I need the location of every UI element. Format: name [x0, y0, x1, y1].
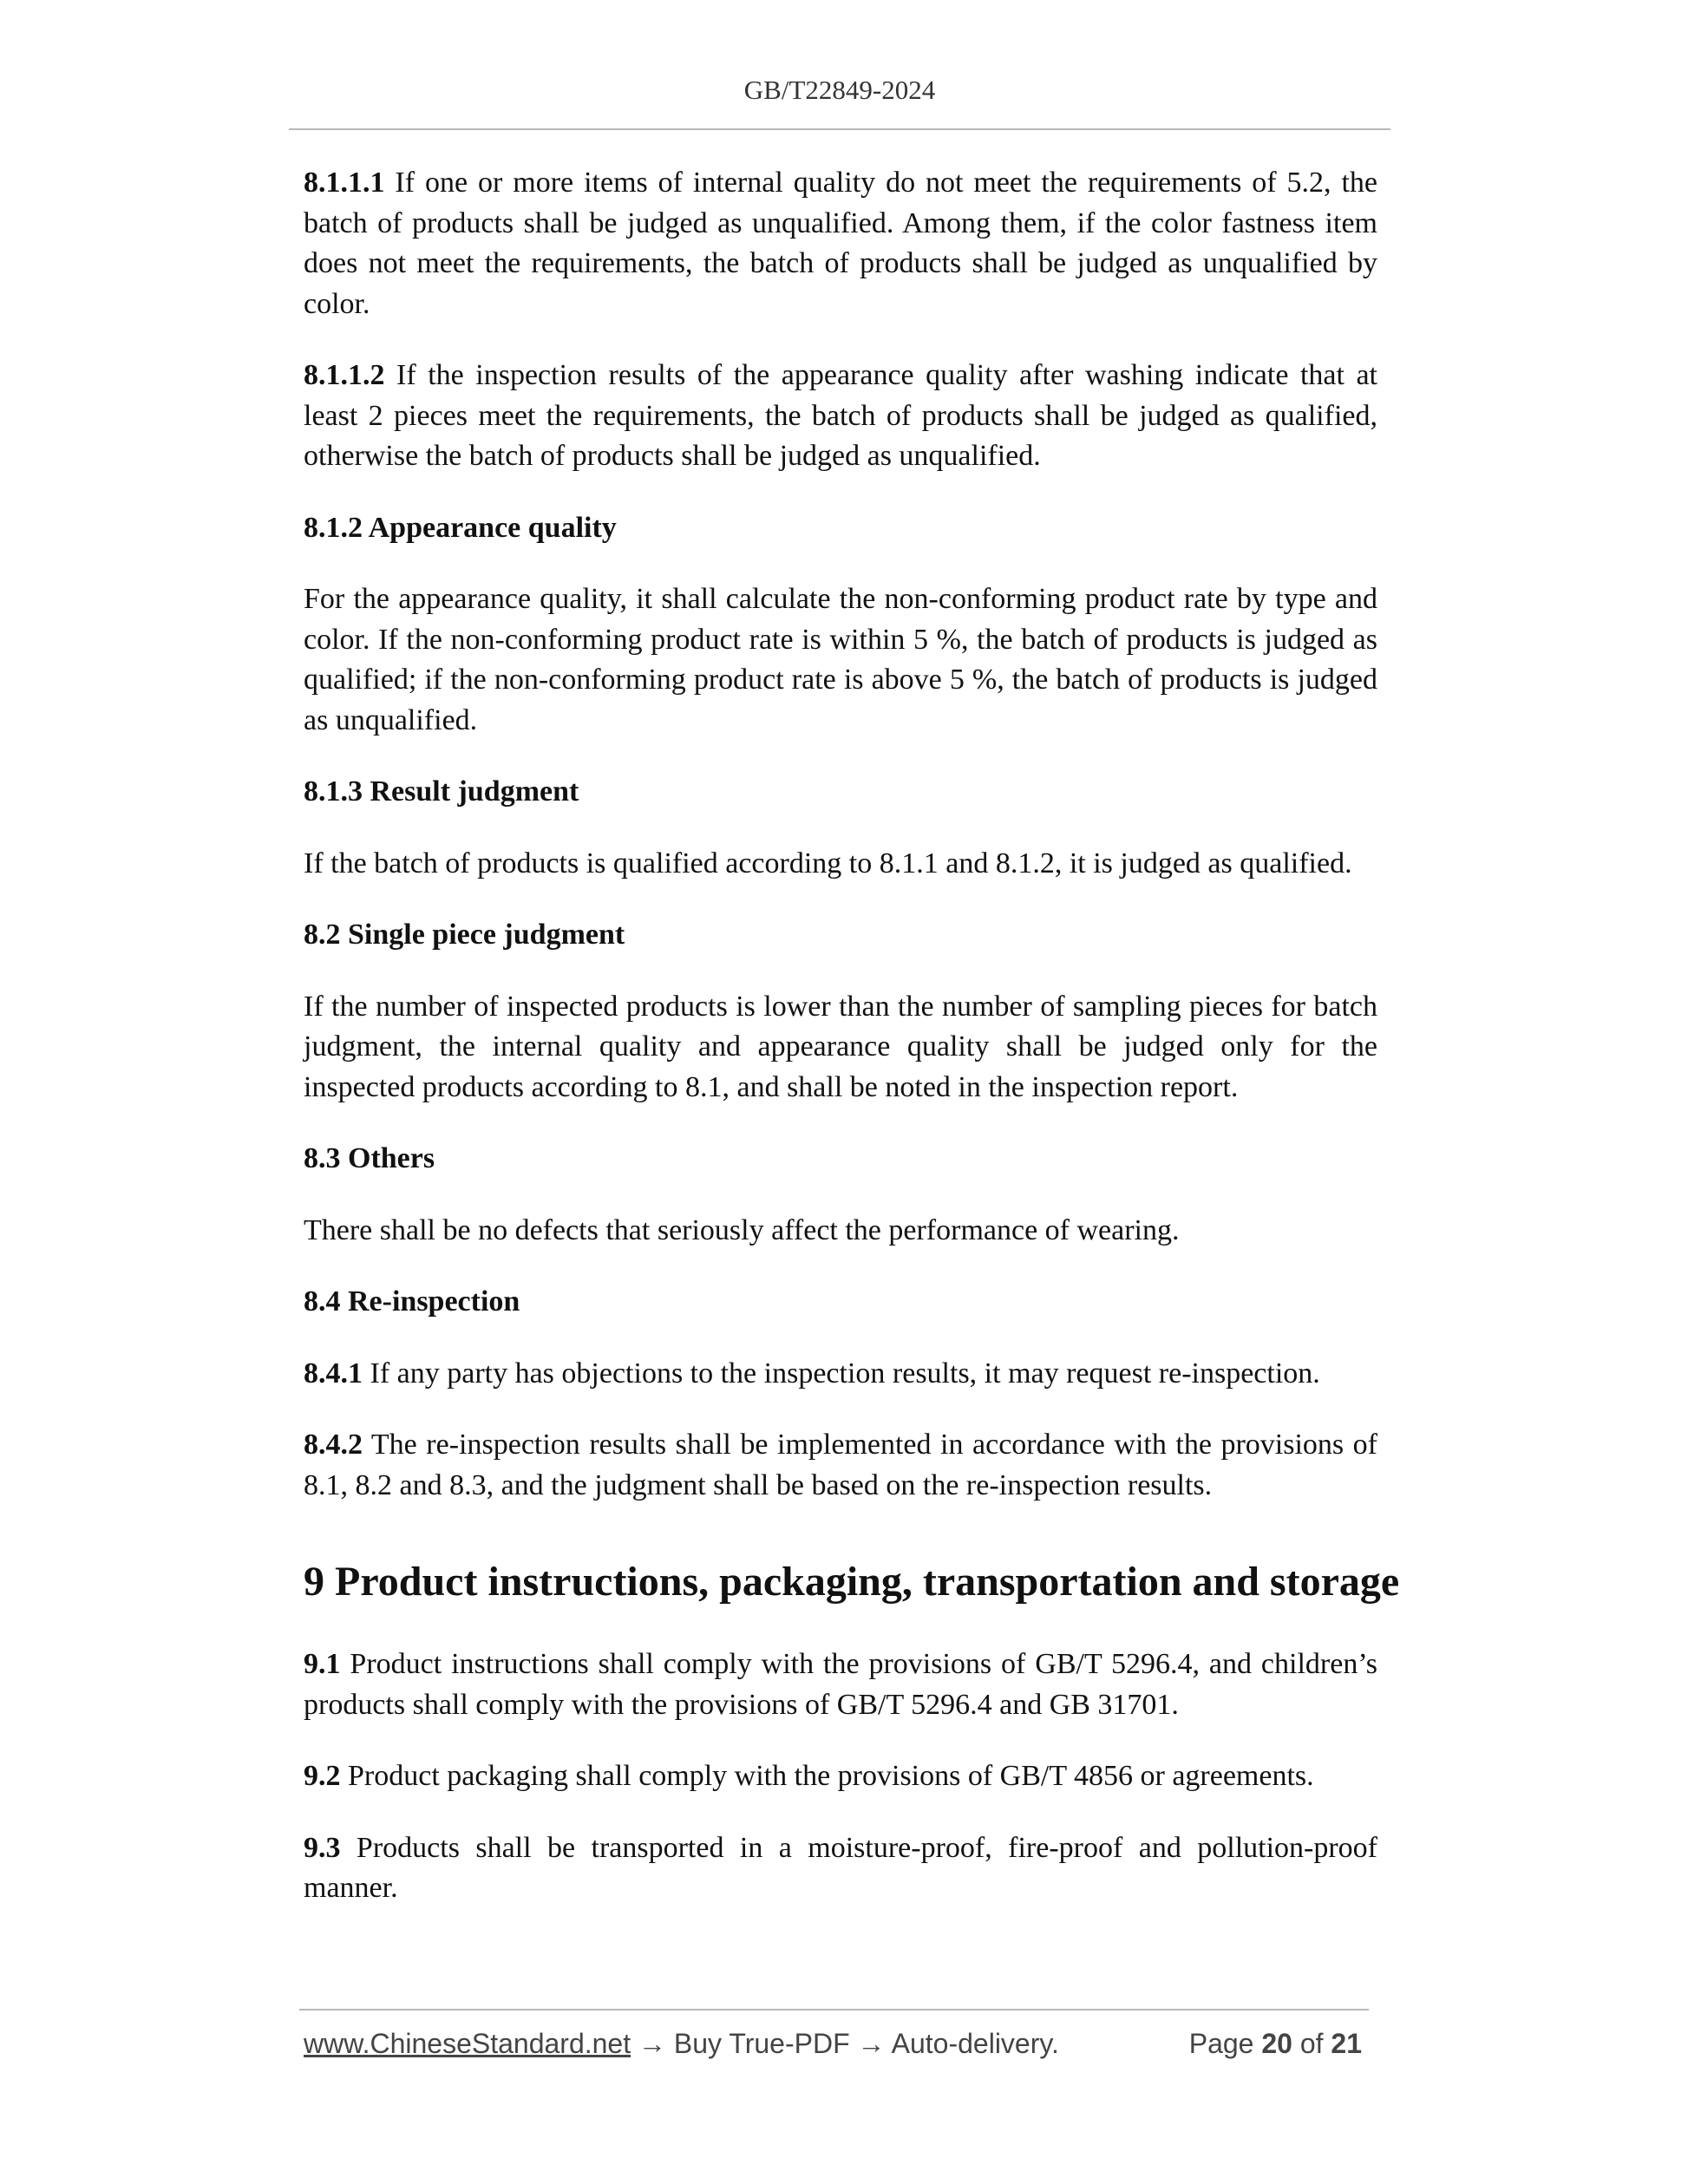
clause-number: 9.1: [304, 1648, 341, 1680]
clause-text: Products shall be transported in a moisture-proof, fire-proof and pollution-proof manner.: [304, 1831, 1377, 1904]
heading-8-1-3: 8.1.3 Result judgment: [304, 775, 579, 808]
heading-8-3: 8.3 Others: [304, 1142, 435, 1174]
clause-8-4-1: [304, 1354, 1377, 1395]
clause-8-1-1-1: [304, 163, 1377, 324]
heading-8-4: 8.4 Re-inspection: [304, 1285, 520, 1318]
paragraph-single-piece-judgment: If the number of inspected products is lower than the number of sampling pieces for batch judgment, the internal quality and appearance quality shall be judged only for the inspected products according to 8.1, and shall be noted in the inspection report.: [304, 990, 1377, 1103]
heading-8-2: 8.2 Single piece judgment: [304, 919, 625, 951]
page-current: 20: [1261, 2028, 1292, 2059]
clause-text: If the inspection results of the appearance quality after washing indicate that at least 2 pieces meet the requirements, the batch of products shall be judged as qualified, otherwise the batch of products shall be judged as unqualified.: [304, 359, 1377, 472]
clause-number: 8.4.1: [304, 1357, 363, 1390]
chapter-9-heading: 9 Product instructions, packaging, transportation and storage: [304, 1559, 1400, 1605]
clause-8-1-1-2: [304, 356, 1377, 477]
page-header-standard-code: GB/T22849-2024: [743, 75, 936, 105]
clause-text: Product instructions shall comply with the provisions of GB/T 5296.4, and children’s products shall comply with the provisions of GB/T 5296.4 and GB 31701.: [304, 1648, 1377, 1721]
arrow-right-icon: →: [857, 2028, 886, 2059]
buy-true-pdf-text: Buy True-PDF: [673, 2028, 850, 2059]
website-link[interactable]: www.ChineseStandard.net: [304, 2028, 631, 2059]
heading-8-1-2: 8.1.2 Appearance quality: [304, 511, 617, 544]
clause-8-4-2: [304, 1425, 1377, 1506]
clause-number: 8.4.2: [304, 1429, 363, 1461]
clause-text: The re-inspection results shall be implemented in accordance with the provisions of 8.1, 8.2 and 8.3, and the judgment shall be based on the re-inspection results.: [304, 1429, 1377, 1501]
paragraph-others: There shall be no defects that seriously affect the performance of wearing.: [304, 1213, 1180, 1246]
document-body: [304, 163, 1400, 1940]
clause-number: 9.3: [304, 1831, 341, 1864]
page-total: 21: [1331, 2028, 1362, 2059]
clause-9-1: [304, 1645, 1377, 1725]
footer-promo: [304, 2028, 1059, 2060]
clause-text: If any party has objections to the inspection results, it may request re-inspection.: [363, 1357, 1320, 1390]
header-divider: [289, 128, 1390, 130]
clause-9-3: [304, 1828, 1377, 1909]
page-indicator: [1189, 2028, 1362, 2060]
paragraph-result-judgment: If the batch of products is qualified according to 8.1.1 and 8.1.2, it is judged as qualified.: [304, 847, 1352, 879]
auto-delivery-text: Auto-delivery.: [891, 2028, 1059, 2059]
clause-text: If one or more items of internal quality do not meet the requirements of 5.2, the batch of products shall be judged as unqualified. Among them, if the color fastness item does not meet the requirements, the batch of products shall be judged as unqualified by color.: [304, 167, 1377, 320]
page-label: Page: [1188, 2028, 1254, 2059]
clause-number: 8.1.1.2: [304, 359, 385, 391]
clause-number: 9.2: [304, 1760, 341, 1792]
paragraph-appearance-quality: For the appearance quality, it shall calculate the non-conforming product rate by type and color. If the non-conforming product rate is within 5 %, the batch of products is judged as qualified; if the non-conforming product rate is above 5 %, the batch of products is judged as unqualified.: [304, 583, 1377, 736]
page-of-label: of: [1299, 2028, 1324, 2059]
arrow-right-icon: →: [638, 2028, 666, 2059]
page-footer: [304, 2028, 1369, 2066]
clause-9-2: [304, 1756, 1377, 1797]
clause-text: Product packaging shall comply with the provisions of GB/T 4856 or agreements.: [340, 1760, 1314, 1792]
footer-divider: [299, 2009, 1369, 2011]
clause-number: 8.1.1.1: [304, 167, 385, 199]
